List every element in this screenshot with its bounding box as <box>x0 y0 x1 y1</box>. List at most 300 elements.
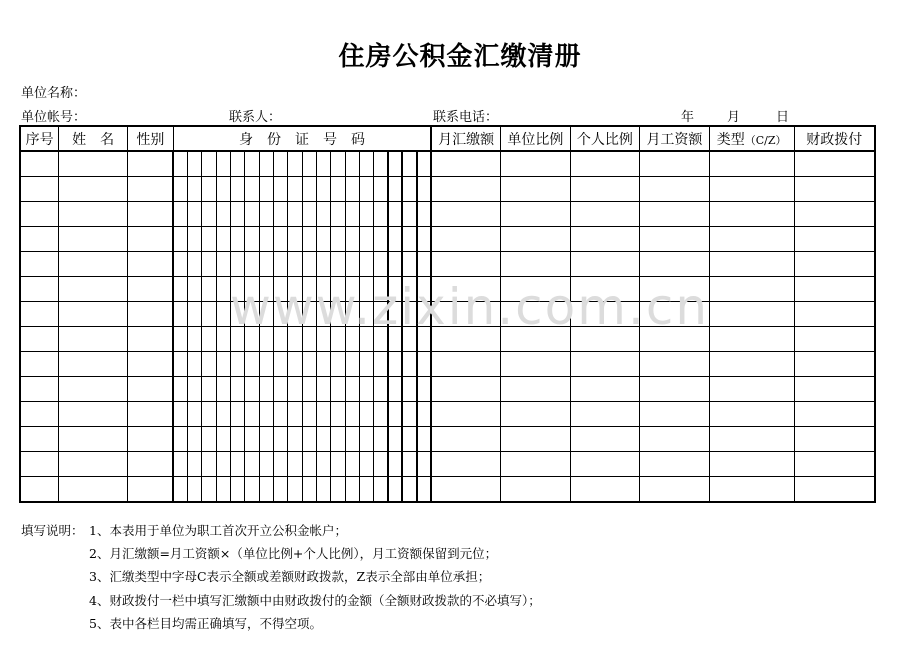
id-digit-cell[interactable] <box>274 302 288 327</box>
monthly-payment-cell[interactable] <box>431 427 501 452</box>
id-digit-cell[interactable] <box>345 177 359 202</box>
id-digit-cell[interactable] <box>402 302 416 327</box>
id-digit-cell[interactable] <box>331 277 345 302</box>
id-digit-cell[interactable] <box>245 377 259 402</box>
id-digit-cell[interactable] <box>302 427 316 452</box>
id-digit-cell[interactable] <box>302 252 316 277</box>
id-digit-cell[interactable] <box>402 427 416 452</box>
id-digit-cell[interactable] <box>402 177 416 202</box>
id-digit-cell[interactable] <box>259 377 273 402</box>
id-digit-cell[interactable] <box>417 302 431 327</box>
id-digit-cell[interactable] <box>259 352 273 377</box>
id-digit-cell[interactable] <box>316 302 330 327</box>
finance-cell[interactable] <box>794 151 875 177</box>
monthly-salary-cell[interactable] <box>640 227 710 252</box>
id-digit-cell[interactable] <box>359 477 373 503</box>
monthly-payment-cell[interactable] <box>431 327 501 352</box>
id-digit-cell[interactable] <box>345 352 359 377</box>
id-digit-cell[interactable] <box>188 452 202 477</box>
id-digit-cell[interactable] <box>173 202 187 227</box>
id-digit-cell[interactable] <box>216 427 230 452</box>
id-digit-cell[interactable] <box>302 277 316 302</box>
unit-ratio-cell[interactable] <box>501 477 571 503</box>
id-digit-cell[interactable] <box>188 427 202 452</box>
id-digit-cell[interactable] <box>259 452 273 477</box>
type-cell[interactable] <box>709 151 794 177</box>
id-digit-cell[interactable] <box>259 402 273 427</box>
monthly-payment-cell[interactable] <box>431 352 501 377</box>
id-digit-cell[interactable] <box>216 151 230 177</box>
monthly-salary-cell[interactable] <box>640 252 710 277</box>
id-digit-cell[interactable] <box>259 177 273 202</box>
id-digit-cell[interactable] <box>202 452 216 477</box>
gender-cell[interactable] <box>127 202 173 227</box>
seq-cell[interactable] <box>20 452 59 477</box>
monthly-payment-cell[interactable] <box>431 302 501 327</box>
type-cell[interactable] <box>709 427 794 452</box>
id-digit-cell[interactable] <box>359 277 373 302</box>
id-digit-cell[interactable] <box>388 227 402 252</box>
name-cell[interactable] <box>59 277 128 302</box>
id-digit-cell[interactable] <box>173 477 187 503</box>
personal-ratio-cell[interactable] <box>570 402 640 427</box>
personal-ratio-cell[interactable] <box>570 477 640 503</box>
id-digit-cell[interactable] <box>231 202 245 227</box>
id-digit-cell[interactable] <box>173 151 187 177</box>
monthly-salary-cell[interactable] <box>640 402 710 427</box>
id-digit-cell[interactable] <box>202 402 216 427</box>
id-digit-cell[interactable] <box>388 252 402 277</box>
id-digit-cell[interactable] <box>402 352 416 377</box>
gender-cell[interactable] <box>127 452 173 477</box>
id-digit-cell[interactable] <box>388 151 402 177</box>
id-digit-cell[interactable] <box>202 302 216 327</box>
name-cell[interactable] <box>59 327 128 352</box>
id-digit-cell[interactable] <box>216 402 230 427</box>
id-digit-cell[interactable] <box>402 477 416 503</box>
unit-ratio-cell[interactable] <box>501 452 571 477</box>
id-digit-cell[interactable] <box>388 302 402 327</box>
id-digit-cell[interactable] <box>388 352 402 377</box>
id-digit-cell[interactable] <box>188 302 202 327</box>
id-digit-cell[interactable] <box>345 227 359 252</box>
id-digit-cell[interactable] <box>274 277 288 302</box>
id-digit-cell[interactable] <box>388 277 402 302</box>
id-digit-cell[interactable] <box>402 252 416 277</box>
id-digit-cell[interactable] <box>331 202 345 227</box>
id-digit-cell[interactable] <box>259 477 273 503</box>
id-digit-cell[interactable] <box>202 427 216 452</box>
id-digit-cell[interactable] <box>216 302 230 327</box>
id-digit-cell[interactable] <box>374 277 388 302</box>
finance-cell[interactable] <box>794 202 875 227</box>
id-digit-cell[interactable] <box>331 402 345 427</box>
personal-ratio-cell[interactable] <box>570 277 640 302</box>
id-digit-cell[interactable] <box>173 327 187 352</box>
personal-ratio-cell[interactable] <box>570 327 640 352</box>
seq-cell[interactable] <box>20 151 59 177</box>
id-digit-cell[interactable] <box>388 202 402 227</box>
id-digit-cell[interactable] <box>274 327 288 352</box>
id-digit-cell[interactable] <box>345 427 359 452</box>
name-cell[interactable] <box>59 352 128 377</box>
monthly-salary-cell[interactable] <box>640 452 710 477</box>
id-digit-cell[interactable] <box>216 377 230 402</box>
id-digit-cell[interactable] <box>288 477 302 503</box>
id-digit-cell[interactable] <box>417 227 431 252</box>
id-digit-cell[interactable] <box>388 177 402 202</box>
name-cell[interactable] <box>59 427 128 452</box>
id-digit-cell[interactable] <box>331 177 345 202</box>
personal-ratio-cell[interactable] <box>570 202 640 227</box>
finance-cell[interactable] <box>794 477 875 503</box>
id-digit-cell[interactable] <box>374 202 388 227</box>
personal-ratio-cell[interactable] <box>570 227 640 252</box>
finance-cell[interactable] <box>794 252 875 277</box>
id-digit-cell[interactable] <box>316 202 330 227</box>
id-digit-cell[interactable] <box>374 352 388 377</box>
id-digit-cell[interactable] <box>231 227 245 252</box>
id-digit-cell[interactable] <box>417 477 431 503</box>
finance-cell[interactable] <box>794 302 875 327</box>
seq-cell[interactable] <box>20 177 59 202</box>
id-digit-cell[interactable] <box>302 202 316 227</box>
type-cell[interactable] <box>709 402 794 427</box>
personal-ratio-cell[interactable] <box>570 177 640 202</box>
id-digit-cell[interactable] <box>417 252 431 277</box>
monthly-salary-cell[interactable] <box>640 277 710 302</box>
id-digit-cell[interactable] <box>374 177 388 202</box>
id-digit-cell[interactable] <box>359 327 373 352</box>
personal-ratio-cell[interactable] <box>570 151 640 177</box>
id-digit-cell[interactable] <box>331 252 345 277</box>
id-digit-cell[interactable] <box>259 252 273 277</box>
id-digit-cell[interactable] <box>316 452 330 477</box>
gender-cell[interactable] <box>127 277 173 302</box>
id-digit-cell[interactable] <box>331 377 345 402</box>
name-cell[interactable] <box>59 151 128 177</box>
id-digit-cell[interactable] <box>316 227 330 252</box>
unit-ratio-cell[interactable] <box>501 402 571 427</box>
personal-ratio-cell[interactable] <box>570 252 640 277</box>
monthly-payment-cell[interactable] <box>431 402 501 427</box>
id-digit-cell[interactable] <box>359 377 373 402</box>
id-digit-cell[interactable] <box>259 302 273 327</box>
id-digit-cell[interactable] <box>402 202 416 227</box>
id-digit-cell[interactable] <box>245 402 259 427</box>
id-digit-cell[interactable] <box>288 202 302 227</box>
id-digit-cell[interactable] <box>274 202 288 227</box>
name-cell[interactable] <box>59 452 128 477</box>
gender-cell[interactable] <box>127 427 173 452</box>
id-digit-cell[interactable] <box>359 227 373 252</box>
id-digit-cell[interactable] <box>374 402 388 427</box>
id-digit-cell[interactable] <box>188 477 202 503</box>
id-digit-cell[interactable] <box>374 151 388 177</box>
finance-cell[interactable] <box>794 352 875 377</box>
id-digit-cell[interactable] <box>202 327 216 352</box>
id-digit-cell[interactable] <box>202 377 216 402</box>
monthly-payment-cell[interactable] <box>431 377 501 402</box>
id-digit-cell[interactable] <box>402 452 416 477</box>
id-digit-cell[interactable] <box>231 252 245 277</box>
id-digit-cell[interactable] <box>402 227 416 252</box>
name-cell[interactable] <box>59 377 128 402</box>
unit-ratio-cell[interactable] <box>501 327 571 352</box>
id-digit-cell[interactable] <box>374 302 388 327</box>
id-digit-cell[interactable] <box>188 227 202 252</box>
id-digit-cell[interactable] <box>202 177 216 202</box>
id-digit-cell[interactable] <box>288 327 302 352</box>
id-digit-cell[interactable] <box>316 352 330 377</box>
id-digit-cell[interactable] <box>331 327 345 352</box>
monthly-salary-cell[interactable] <box>640 327 710 352</box>
id-digit-cell[interactable] <box>288 252 302 277</box>
id-digit-cell[interactable] <box>245 452 259 477</box>
unit-ratio-cell[interactable] <box>501 151 571 177</box>
id-digit-cell[interactable] <box>331 227 345 252</box>
id-digit-cell[interactable] <box>345 377 359 402</box>
id-digit-cell[interactable] <box>274 427 288 452</box>
id-digit-cell[interactable] <box>331 302 345 327</box>
id-digit-cell[interactable] <box>417 202 431 227</box>
id-digit-cell[interactable] <box>374 477 388 503</box>
id-digit-cell[interactable] <box>216 477 230 503</box>
finance-cell[interactable] <box>794 452 875 477</box>
id-digit-cell[interactable] <box>316 252 330 277</box>
id-digit-cell[interactable] <box>388 402 402 427</box>
id-digit-cell[interactable] <box>188 252 202 277</box>
name-cell[interactable] <box>59 252 128 277</box>
seq-cell[interactable] <box>20 352 59 377</box>
id-digit-cell[interactable] <box>245 277 259 302</box>
id-digit-cell[interactable] <box>359 252 373 277</box>
id-digit-cell[interactable] <box>345 202 359 227</box>
id-digit-cell[interactable] <box>388 427 402 452</box>
type-cell[interactable] <box>709 377 794 402</box>
monthly-payment-cell[interactable] <box>431 202 501 227</box>
type-cell[interactable] <box>709 227 794 252</box>
personal-ratio-cell[interactable] <box>570 377 640 402</box>
id-digit-cell[interactable] <box>216 277 230 302</box>
id-digit-cell[interactable] <box>259 277 273 302</box>
id-digit-cell[interactable] <box>245 151 259 177</box>
id-digit-cell[interactable] <box>245 252 259 277</box>
gender-cell[interactable] <box>127 252 173 277</box>
id-digit-cell[interactable] <box>173 427 187 452</box>
id-digit-cell[interactable] <box>316 327 330 352</box>
monthly-salary-cell[interactable] <box>640 202 710 227</box>
id-digit-cell[interactable] <box>245 352 259 377</box>
unit-ratio-cell[interactable] <box>501 377 571 402</box>
id-digit-cell[interactable] <box>402 151 416 177</box>
gender-cell[interactable] <box>127 177 173 202</box>
id-digit-cell[interactable] <box>316 377 330 402</box>
id-digit-cell[interactable] <box>331 477 345 503</box>
type-cell[interactable] <box>709 252 794 277</box>
id-digit-cell[interactable] <box>345 327 359 352</box>
id-digit-cell[interactable] <box>231 327 245 352</box>
id-digit-cell[interactable] <box>302 327 316 352</box>
id-digit-cell[interactable] <box>388 477 402 503</box>
id-digit-cell[interactable] <box>288 452 302 477</box>
monthly-salary-cell[interactable] <box>640 427 710 452</box>
type-cell[interactable] <box>709 202 794 227</box>
gender-cell[interactable] <box>127 302 173 327</box>
id-digit-cell[interactable] <box>388 377 402 402</box>
id-digit-cell[interactable] <box>216 202 230 227</box>
type-cell[interactable] <box>709 477 794 503</box>
monthly-payment-cell[interactable] <box>431 452 501 477</box>
id-digit-cell[interactable] <box>231 277 245 302</box>
id-digit-cell[interactable] <box>288 377 302 402</box>
type-cell[interactable] <box>709 302 794 327</box>
name-cell[interactable] <box>59 302 128 327</box>
seq-cell[interactable] <box>20 327 59 352</box>
seq-cell[interactable] <box>20 302 59 327</box>
monthly-payment-cell[interactable] <box>431 227 501 252</box>
gender-cell[interactable] <box>127 477 173 503</box>
id-digit-cell[interactable] <box>274 177 288 202</box>
id-digit-cell[interactable] <box>374 452 388 477</box>
id-digit-cell[interactable] <box>359 177 373 202</box>
id-digit-cell[interactable] <box>374 377 388 402</box>
seq-cell[interactable] <box>20 277 59 302</box>
id-digit-cell[interactable] <box>245 202 259 227</box>
id-digit-cell[interactable] <box>202 477 216 503</box>
gender-cell[interactable] <box>127 402 173 427</box>
monthly-salary-cell[interactable] <box>640 377 710 402</box>
monthly-payment-cell[interactable] <box>431 151 501 177</box>
id-digit-cell[interactable] <box>359 302 373 327</box>
id-digit-cell[interactable] <box>274 377 288 402</box>
name-cell[interactable] <box>59 202 128 227</box>
id-digit-cell[interactable] <box>288 427 302 452</box>
id-digit-cell[interactable] <box>402 377 416 402</box>
name-cell[interactable] <box>59 477 128 503</box>
id-digit-cell[interactable] <box>173 377 187 402</box>
finance-cell[interactable] <box>794 377 875 402</box>
id-digit-cell[interactable] <box>345 452 359 477</box>
id-digit-cell[interactable] <box>331 352 345 377</box>
unit-ratio-cell[interactable] <box>501 427 571 452</box>
id-digit-cell[interactable] <box>402 327 416 352</box>
id-digit-cell[interactable] <box>359 202 373 227</box>
id-digit-cell[interactable] <box>274 227 288 252</box>
id-digit-cell[interactable] <box>202 252 216 277</box>
id-digit-cell[interactable] <box>173 452 187 477</box>
id-digit-cell[interactable] <box>417 427 431 452</box>
id-digit-cell[interactable] <box>188 352 202 377</box>
type-cell[interactable] <box>709 277 794 302</box>
id-digit-cell[interactable] <box>259 227 273 252</box>
unit-ratio-cell[interactable] <box>501 302 571 327</box>
id-digit-cell[interactable] <box>245 477 259 503</box>
id-digit-cell[interactable] <box>302 302 316 327</box>
id-digit-cell[interactable] <box>231 452 245 477</box>
id-digit-cell[interactable] <box>245 302 259 327</box>
name-cell[interactable] <box>59 402 128 427</box>
gender-cell[interactable] <box>127 327 173 352</box>
id-digit-cell[interactable] <box>288 177 302 202</box>
id-digit-cell[interactable] <box>417 327 431 352</box>
id-digit-cell[interactable] <box>202 227 216 252</box>
id-digit-cell[interactable] <box>231 177 245 202</box>
id-digit-cell[interactable] <box>274 352 288 377</box>
id-digit-cell[interactable] <box>288 352 302 377</box>
id-digit-cell[interactable] <box>302 477 316 503</box>
id-digit-cell[interactable] <box>417 277 431 302</box>
id-digit-cell[interactable] <box>188 177 202 202</box>
id-digit-cell[interactable] <box>188 377 202 402</box>
monthly-salary-cell[interactable] <box>640 352 710 377</box>
id-digit-cell[interactable] <box>359 151 373 177</box>
seq-cell[interactable] <box>20 377 59 402</box>
monthly-salary-cell[interactable] <box>640 302 710 327</box>
id-digit-cell[interactable] <box>316 151 330 177</box>
id-digit-cell[interactable] <box>345 277 359 302</box>
id-digit-cell[interactable] <box>245 177 259 202</box>
id-digit-cell[interactable] <box>345 302 359 327</box>
id-digit-cell[interactable] <box>359 352 373 377</box>
id-digit-cell[interactable] <box>302 227 316 252</box>
seq-cell[interactable] <box>20 477 59 503</box>
id-digit-cell[interactable] <box>388 327 402 352</box>
id-digit-cell[interactable] <box>231 302 245 327</box>
id-digit-cell[interactable] <box>374 427 388 452</box>
id-digit-cell[interactable] <box>302 402 316 427</box>
id-digit-cell[interactable] <box>331 427 345 452</box>
id-digit-cell[interactable] <box>417 151 431 177</box>
id-digit-cell[interactable] <box>402 402 416 427</box>
unit-ratio-cell[interactable] <box>501 227 571 252</box>
finance-cell[interactable] <box>794 277 875 302</box>
gender-cell[interactable] <box>127 377 173 402</box>
id-digit-cell[interactable] <box>374 252 388 277</box>
id-digit-cell[interactable] <box>417 352 431 377</box>
id-digit-cell[interactable] <box>331 452 345 477</box>
id-digit-cell[interactable] <box>216 227 230 252</box>
monthly-payment-cell[interactable] <box>431 277 501 302</box>
gender-cell[interactable] <box>127 227 173 252</box>
id-digit-cell[interactable] <box>359 402 373 427</box>
personal-ratio-cell[interactable] <box>570 302 640 327</box>
id-digit-cell[interactable] <box>274 452 288 477</box>
id-digit-cell[interactable] <box>288 302 302 327</box>
id-digit-cell[interactable] <box>316 277 330 302</box>
unit-ratio-cell[interactable] <box>501 202 571 227</box>
finance-cell[interactable] <box>794 427 875 452</box>
id-digit-cell[interactable] <box>188 327 202 352</box>
id-digit-cell[interactable] <box>274 477 288 503</box>
type-cell[interactable] <box>709 352 794 377</box>
name-cell[interactable] <box>59 177 128 202</box>
type-cell[interactable] <box>709 327 794 352</box>
id-digit-cell[interactable] <box>274 252 288 277</box>
monthly-payment-cell[interactable] <box>431 252 501 277</box>
monthly-salary-cell[interactable] <box>640 177 710 202</box>
id-digit-cell[interactable] <box>231 427 245 452</box>
seq-cell[interactable] <box>20 202 59 227</box>
seq-cell[interactable] <box>20 402 59 427</box>
id-digit-cell[interactable] <box>188 402 202 427</box>
id-digit-cell[interactable] <box>245 227 259 252</box>
id-digit-cell[interactable] <box>288 402 302 427</box>
id-digit-cell[interactable] <box>374 327 388 352</box>
seq-cell[interactable] <box>20 252 59 277</box>
id-digit-cell[interactable] <box>316 177 330 202</box>
id-digit-cell[interactable] <box>302 452 316 477</box>
